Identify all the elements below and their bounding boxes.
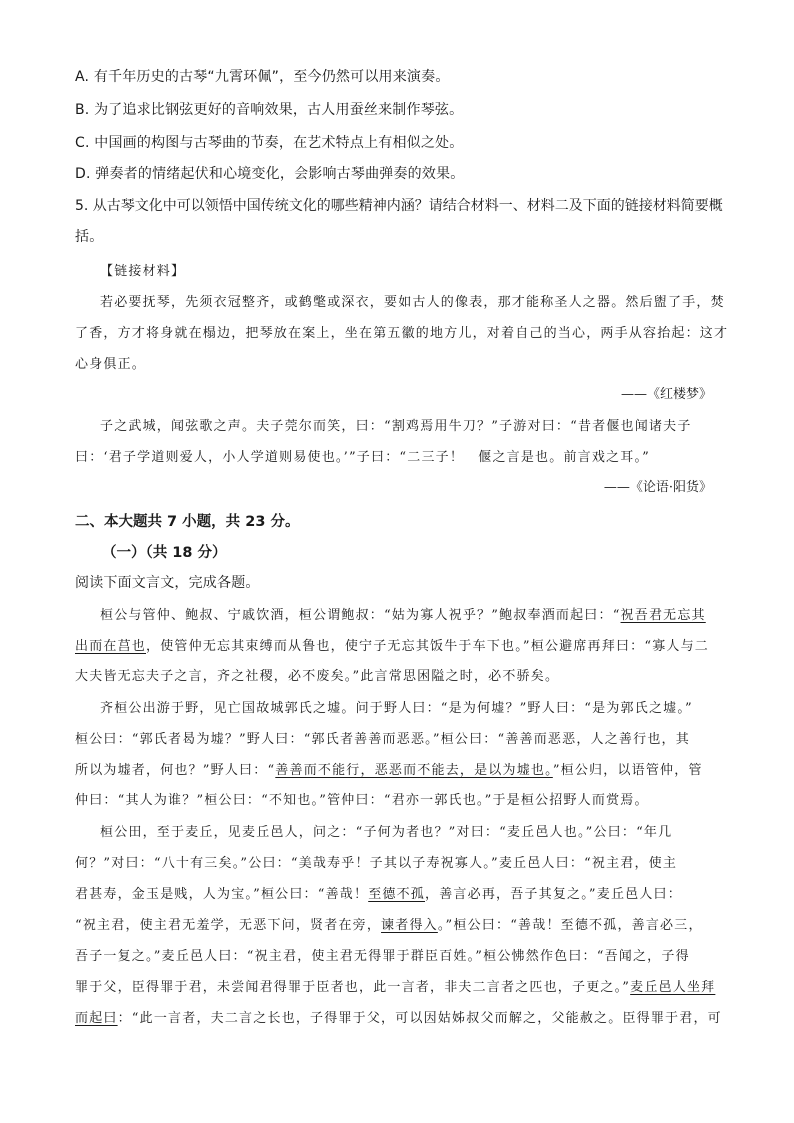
- text-run: 桓公与管仲、鲍叔、宁戚饮酒，桓公谓鲍叔：“姑为寡人祝乎？”鲍叔奉酒而起曰：“: [100, 608, 621, 623]
- link-material-title: 【链接材料】: [100, 264, 186, 279]
- passage-p2-line-3: [75, 759, 703, 778]
- underlined-phrase: 出而在莒也: [75, 639, 147, 654]
- text-run: ，使管仲无忘其束缚而从鲁也，使宁子无忘其饭牛于车下也。”桓公避席再拜曰：“寡人与二: [146, 639, 710, 654]
- link-material-p2-line-2: 曰：‘君子学道则爱人，小人学道则易使也。’”子曰：“二三子！ 偃之言是也。前言戏之耳。”: [75, 450, 651, 465]
- section-heading: 二、本大题共 7 小题，共 23 分。: [75, 514, 300, 530]
- underlined-phrase: 麦丘邑人坐拜: [630, 980, 716, 995]
- option-d: D. 弹奏者的情绪起伏和心境变化，会影响古琴曲弹奏的效果。: [75, 166, 465, 182]
- underlined-phrase: 谏者得入: [381, 918, 438, 933]
- text-run: ，善言必再，吾子其复之。”麦丘邑人曰：: [425, 887, 682, 902]
- passage-p2-line-1: 齐桓公出游于野，见亡国故城郭氏之墟。问于野人曰：“是为何墟？”野人曰：“是为郭氏之墟。”: [100, 701, 693, 716]
- text-run: 所以为墟者，何也？”野人曰：“: [75, 763, 276, 778]
- instruction: 阅读下面文言文，完成各题。: [75, 575, 260, 591]
- text-run: 。”桓公曰：“善哉！至德不孤，善言必三，: [437, 918, 703, 933]
- source-hongloumeng: ——《红楼梦》: [620, 387, 712, 402]
- passage-p2-line-2: 桓公曰：“郭氏者曷为墟？”野人曰：“郭氏者善善而恶恶。”桓公曰：“善善而恶恶，人之善行也，其: [75, 732, 690, 747]
- question-5-line-1: 5. 从古琴文化中可以领悟中国传统文化的哪些精神内涵？请结合材料一、材料二及下面的链接材料简要概: [75, 198, 723, 214]
- passage-p3-line-1: 桓公田，至于麦丘，见麦丘邑人，问之：“子何为者也？”对曰：“麦丘邑人也。”公曰：“年几: [100, 825, 673, 840]
- text-run: 罪于父，臣得罪于君，未尝闻君得罪于臣者也，此一言者，非夫二言者之匹也，子更之。”: [75, 980, 631, 995]
- passage-p3-line-3: [75, 883, 682, 902]
- link-material-p1-line-3: 心身俱正。: [75, 357, 147, 372]
- option-a: A. 有千年历史的古琴“九霄环佩”，至今仍然可以用来演奏。: [75, 69, 450, 85]
- passage-p2-line-4: 仲曰：“其人为谁？”桓公曰：“不知也。”管仲曰：“君亦一郭氏也。”于是桓公招野人而赏焉。: [75, 793, 649, 808]
- link-material-p1-line-2: 了香，方才将身就在榻边，把琴放在案上，坐在第五徽的地方儿，对着自己的当心，两手从容抬起：这才: [75, 326, 729, 341]
- passage-p3-line-7: [75, 1007, 722, 1026]
- link-material-p1-line-1: 若必要抚琴，先须衣冠整齐，或鹤氅或深衣，要如古人的像表，那才能称圣人之器。然后盥了手，焚: [100, 295, 725, 310]
- option-c: C. 中国画的构图与古琴曲的节奏，在艺术特点上有相似之处。: [75, 135, 464, 151]
- text-run: ”桓公归，以语管仲，管: [552, 763, 703, 778]
- passage-p1-line-3: 大夫皆无忘夫子之言，齐之社稷，必不废矣。”此言常思困隘之时，必不骄矣。: [75, 669, 560, 684]
- text-run: ：“此一言者，夫二言之长也，子得罪于父，可以因姑姊叔父而解之，父能赦之。臣得罪于君，可: [117, 1011, 722, 1026]
- underlined-phrase: 而起曰: [75, 1011, 118, 1026]
- text-run: 君甚寿，金玉是贱，人为宝。”桓公曰：“善哉！: [75, 887, 369, 902]
- underlined-phrase: 善善而不能行，恶恶而不能去，是以为墟也。: [275, 763, 553, 778]
- passage-p1-line-1: [100, 604, 706, 623]
- passage-p3-line-6: [75, 976, 715, 995]
- link-material-p2-line-1: 子之武城，闻弦歌之声。夫子莞尔而笑，曰：“割鸡焉用牛刀？”子游对曰：“昔者偃也闻诸夫子: [100, 419, 692, 434]
- text-run: “祝主君，使主君无羞学，无恶下问，贤者在旁，: [75, 918, 382, 933]
- sub-heading: （一）（共 18 分）: [102, 545, 227, 561]
- question-5-line-2: 括。: [75, 229, 104, 245]
- underlined-phrase: 至德不孤: [368, 887, 426, 902]
- passage-p1-line-2: [75, 635, 709, 654]
- passage-p3-line-5: 吾子一复之。”麦丘邑人曰：“祝主君，使主君无得罪于群臣百姓。”桓公怫然作色曰：“吾闻之，子得: [75, 949, 690, 964]
- passage-p3-line-2: 何？”对曰：“八十有三矣。”公曰：“美哉寿乎！子其以子寿祝寡人。”麦丘邑人曰：“祝主君，使主: [75, 856, 678, 871]
- source-lunyu: ——《论语·阳货》: [603, 480, 712, 495]
- underlined-phrase: 祝吾君无忘其: [620, 608, 706, 623]
- option-b: B. 为了追求比钢弦更好的音响效果，古人用蚕丝来制作琴弦。: [75, 102, 464, 118]
- passage-p3-line-4: [75, 914, 703, 933]
